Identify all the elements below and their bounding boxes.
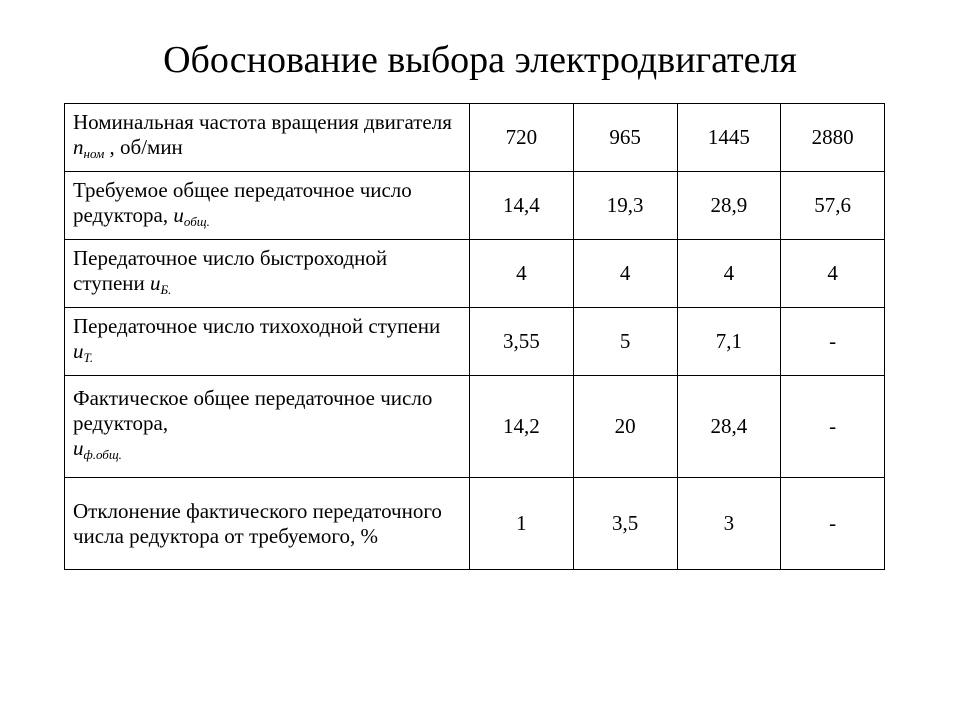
table-row-low-speed-stage bbox=[65, 308, 885, 376]
row-label: Передаточное число тихоходной ступени $u_{Т.}$ bbox=[65, 308, 470, 376]
table-cell: 2880 bbox=[781, 104, 885, 172]
table-cell: - bbox=[781, 376, 885, 478]
table-cell: 5 bbox=[573, 308, 677, 376]
row-label: Передаточное число быстроходной ступени $u_{Б.}$ bbox=[65, 240, 470, 308]
table-cell: 19,3 bbox=[573, 172, 677, 240]
table-row-deviation bbox=[65, 478, 885, 570]
row-label: Отклонение фактического передаточного числа редуктора от требуемого, % bbox=[65, 478, 470, 570]
table-cell: 3,5 bbox=[573, 478, 677, 570]
page-title: Обоснование выбора электродвигателя bbox=[163, 39, 797, 81]
row-label: Требуемое общее передаточное число редуктора, $u_{общ.}$ bbox=[65, 172, 470, 240]
row-label: Фактическое общее передаточное число редуктора, $u_{ф.общ.}$ bbox=[65, 376, 470, 478]
symbol: $n_{ном}$ bbox=[73, 134, 105, 161]
table-cell: 4 bbox=[781, 240, 885, 308]
table-cell: 1 bbox=[470, 478, 574, 570]
table-cell: 3,55 bbox=[470, 308, 574, 376]
table-cell: 720 bbox=[470, 104, 574, 172]
table-cell: 4 bbox=[573, 240, 677, 308]
symbol: $u_{Б.}$ bbox=[150, 270, 172, 297]
table-cell: 4 bbox=[470, 240, 574, 308]
symbol: $u_{Т.}$ bbox=[73, 338, 94, 365]
table-cell: - bbox=[781, 478, 885, 570]
table-cell: 7,1 bbox=[677, 308, 781, 376]
table-row-rated-speed bbox=[65, 104, 885, 172]
table-cell: 28,9 bbox=[677, 172, 781, 240]
table-cell: 1445 bbox=[677, 104, 781, 172]
motor-selection-table bbox=[64, 103, 885, 570]
table-row-required-ratio bbox=[65, 172, 885, 240]
table-row-high-speed-stage bbox=[65, 240, 885, 308]
row-label: Номинальная частота вращения двигателя $n_{ном}$ , об/мин bbox=[65, 104, 470, 172]
symbol: $u_{общ.}$ bbox=[173, 202, 210, 229]
table-cell: 14,4 bbox=[470, 172, 574, 240]
table-cell: 20 bbox=[573, 376, 677, 478]
table-cell: - bbox=[781, 308, 885, 376]
table-row-actual-ratio bbox=[65, 376, 885, 478]
table-cell: 57,6 bbox=[781, 172, 885, 240]
symbol: $u_{ф.общ.}$ bbox=[73, 436, 122, 462]
table-cell: 28,4 bbox=[677, 376, 781, 478]
table-cell: 4 bbox=[677, 240, 781, 308]
table-cell: 965 bbox=[573, 104, 677, 172]
table-cell: 14,2 bbox=[470, 376, 574, 478]
table-cell: 3 bbox=[677, 478, 781, 570]
